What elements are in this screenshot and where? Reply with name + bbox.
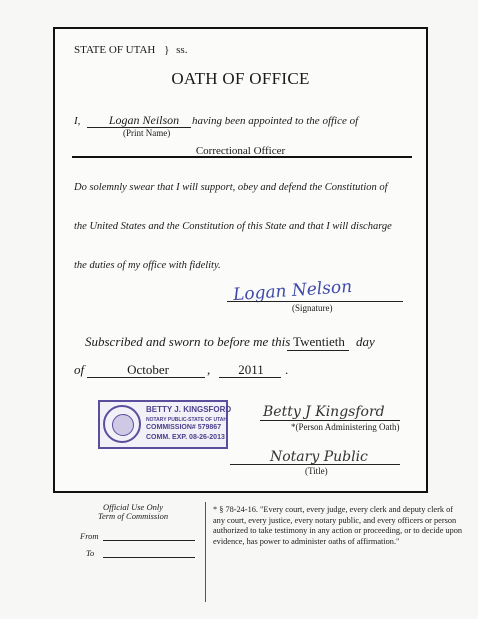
from-field (103, 540, 195, 541)
title-line (230, 464, 400, 465)
official-use-label: Official Use Only (103, 502, 163, 512)
month-line (87, 377, 205, 378)
month-value: October (127, 362, 169, 377)
stamp-line-1: NOTARY PUBLIC-STATE OF UTAH (146, 417, 228, 423)
from-label: From (80, 531, 99, 541)
to-field (103, 557, 195, 558)
oath-line-2: the United States and the Constitution of this State and that I will discharge (74, 221, 392, 232)
year-value: 2011 (238, 362, 264, 377)
oath-line-1: Do solemnly swear that I will support, obey and defend the Constitution of (74, 182, 388, 193)
office-line (72, 156, 412, 158)
administering-caption: *(Person Administering Oath) (291, 422, 400, 432)
stamp-line-2: COMMISSION# 579867 (146, 424, 222, 431)
officer-signature: Logan Nelson (232, 276, 353, 306)
state-heading (74, 44, 187, 56)
month-comma: , (207, 362, 211, 377)
page-title: OATH OF OFFICE (171, 69, 310, 88)
print-name-value: Logan Neilson (108, 113, 180, 127)
signature-caption: (Signature) (292, 303, 333, 313)
oath-form (53, 27, 428, 493)
day-label: day (356, 334, 375, 349)
day-line (287, 350, 349, 351)
statute-text: * § 78-24-16. "Every court, every judge, every clerk and deputy clerk of any court, every justice, every notary public, and every officers or person authorized to take testimony in any action or proceeding, or to decide upon evidence, has power to administer oaths of affirmation." (213, 505, 463, 546)
notary-stamp (98, 400, 232, 449)
stamp-name: BETTY J. KINGSFORD (146, 405, 232, 414)
state-bracket: } (164, 44, 170, 56)
office-value: Correctional Officer (195, 145, 286, 157)
to-label: To (86, 548, 95, 558)
day-value: Twentieth (293, 334, 345, 349)
ss-label: ss. (176, 44, 188, 56)
year-period: . (285, 362, 289, 377)
of-label: of (74, 362, 85, 377)
signature-line (227, 301, 403, 302)
print-name-caption: (Print Name) (123, 128, 171, 138)
stamp-line-3: COMM. EXP. 08-26-2013 (146, 434, 225, 441)
state-label: STATE OF UTAH (74, 44, 156, 56)
state-seal-icon (103, 405, 141, 443)
appointment-suffix: having been appointed to the office of (192, 115, 359, 127)
administering-line (260, 420, 400, 421)
oath-line-3: the duties of my office with fidelity. (74, 260, 221, 271)
footer-divider (205, 502, 206, 602)
administering-signature: Betty J Kingsford (263, 404, 385, 420)
title-caption: (Title) (305, 466, 328, 476)
i-prefix: I, (74, 115, 81, 127)
title-signature: Notary Public (270, 449, 368, 465)
sworn-prefix: Subscribed and sworn to before me this (85, 334, 291, 349)
term-label: Term of Commission (98, 511, 169, 521)
year-line (219, 377, 281, 378)
